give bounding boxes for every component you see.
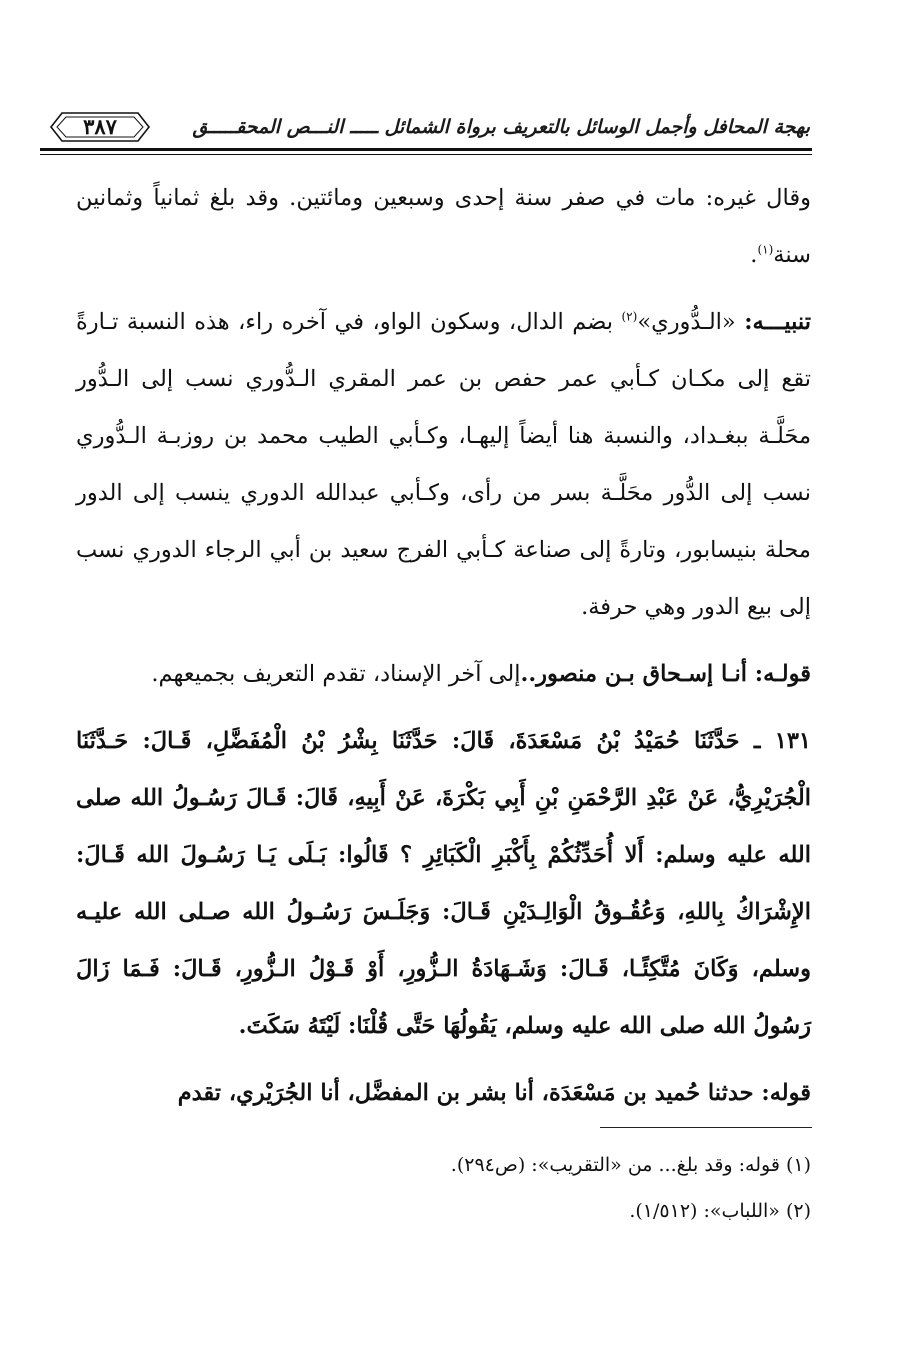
commentary-lead: قولـه: أنـا إسـحاق بـن منصور.. bbox=[520, 661, 811, 687]
footnote-2: (٢) «اللباب»: (١/٥١٢). bbox=[629, 1200, 811, 1222]
paragraph-end: . bbox=[750, 242, 758, 268]
page-number: ٣٨٧ bbox=[83, 114, 117, 139]
footnote-ref-1: (١) bbox=[757, 242, 774, 257]
paragraph-commentary-1 bbox=[76, 646, 811, 703]
notice-lead: تنبيـــه: bbox=[744, 309, 811, 335]
page-number-badge bbox=[48, 110, 152, 144]
paragraph-commentary-2: قوله: حدثنا حُميد بن مَسْعَدَة، أنا بشر بن المفضَّل، أنا الجُرَيْري، تقدم bbox=[177, 1080, 811, 1106]
notice-term: «الـدُّوري» bbox=[637, 309, 745, 335]
paragraph-text: وقال غيره: مات في صفر سنة إحدى وسبعين ومائتين. وقد بلغ ثمانياً وثمانين سنة bbox=[76, 185, 811, 268]
footnote-divider bbox=[600, 1127, 812, 1128]
notice-text: بضم الدال، وسكون الواو، في آخره راء، هذه النسبة تـارةً تقع إلى مكـان كـأبي عمر حفص بن عمر المقري الـدُّوري نسب إلى الـدُّور محَلَّـة ببغـداد، والنسبة هنا أيضاً إليهـا، وكـأبي الطيب محمد بن روزبـة الـدُّوري نسب إلى الدُّور محَلَّـة بسر من رأى، وكـأبي عبدالله الدوري ينسب إلى الدور محلة بنيسابور، وتارةً إلى صناعة كـأبي الفرج سعيد بن أبي الرجاء الدوري نسب إلى بيع الدور وهي حرفة. bbox=[76, 309, 811, 620]
running-title: بهجة المحافل وأجمل الوسائل بالتعريف برواة الشمائل ـــــ النـــص المحقـــــق bbox=[192, 116, 810, 138]
footnote-ref-2: (٢) bbox=[621, 309, 638, 324]
paragraph-hadith-131: ١٣١ ـ حَدَّثَنَا حُمَيْدُ بْنُ مَسْعَدَةَ، قَالَ: حَدَّثَنَا بِشْرُ بْنُ الْمُفَضَّلِ، قَـالَ: حَـدَّثَنَا الْجُرَيْرِيُّ، عَنْ عَبْدِ الرَّحْمَنِ بْنِ أَبِي بَكْرَةَ، عَنْ أَبِيهِ، قَالَ: قَـالَ رَسُـولُ الله صلى الله عليه وسلم: أَلا أُحَدِّثُكُمْ بِأَكْبَرِ الْكَبَائِرِ ؟ قَالُوا: بَـلَى يَـا رَسُـولَ الله قَـالَ: الإِشْرَاكُ بِاللهِ، وَعُقُـوقُ الْوَالِـدَيْنِ قَـالَ: وَجَلَـسَ رَسُـولُ الله صـلى الله عليـه وسلم، وَكَانَ مُتَّكِئًـا، قَـالَ: وَشَـهَادَةُ الـزُّورِ، أَوْ قَـوْلُ الـزُّورِ، قَـالَ: فَـمَا زَالَ رَسُولُ الله صلى الله عليه وسلم، يَقُولُهَا حَتَّى قُلْنَا: لَيْتَهُ سَكَتَ. bbox=[76, 728, 811, 1039]
footnote-1: (١) قوله: وقد بلغ... من «التقريب»: (ص٢٩٤). bbox=[450, 1154, 811, 1176]
paragraph-death-note bbox=[76, 170, 811, 284]
header-rule-thick bbox=[40, 148, 812, 151]
header-rule-thin bbox=[40, 154, 812, 155]
paragraph-notice bbox=[76, 294, 811, 636]
commentary-text: إلى آخر الإسناد، تقدم التعريف بجميعهم. bbox=[151, 661, 521, 687]
footnotes bbox=[76, 1142, 811, 1234]
main-text bbox=[76, 170, 811, 1122]
